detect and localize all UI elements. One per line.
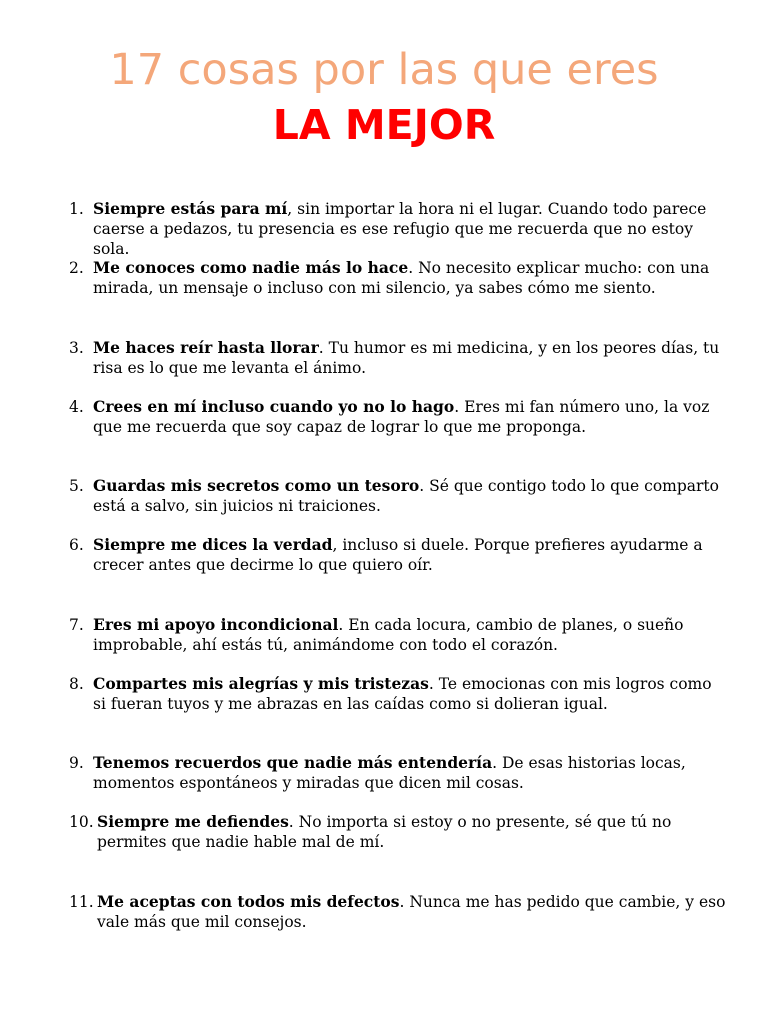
item-bold: Siempre me defiendes bbox=[97, 812, 289, 831]
item-bold: Me conoces como nadie más lo hace bbox=[93, 258, 409, 277]
item-number: 2. bbox=[69, 259, 84, 277]
list-item bbox=[69, 615, 729, 655]
item-number: 4. bbox=[69, 398, 84, 416]
item-number: 10. bbox=[69, 813, 94, 831]
list-item bbox=[69, 812, 729, 852]
item-bold: Eres mi apoyo incondicional bbox=[93, 615, 339, 634]
item-rest: , sin importar la hora ni el lugar. Cuando todo parece caerse a pedazos, tu presencia es ese refugio que me recuerda que no estoy sola. bbox=[93, 200, 707, 258]
item-bold: Me haces reír hasta llorar bbox=[93, 338, 319, 357]
list-item bbox=[69, 476, 729, 516]
title-line-2: LA MEJOR bbox=[272, 101, 496, 149]
list-item bbox=[69, 338, 729, 378]
list-item bbox=[69, 397, 729, 437]
item-number: 8. bbox=[69, 675, 84, 693]
item-text bbox=[93, 397, 729, 437]
item-rest: . En cada locura, cambio de planes, o sueño improbable, ahí estás tú, animándome con todo el corazón. bbox=[93, 616, 684, 654]
item-number: 5. bbox=[69, 477, 84, 495]
item-text bbox=[93, 476, 729, 516]
item-text bbox=[93, 338, 729, 378]
item-number: 11. bbox=[69, 893, 94, 911]
item-bold: Crees en mí incluso cuando yo no lo hago bbox=[93, 397, 455, 416]
item-text bbox=[97, 892, 729, 932]
item-number: 6. bbox=[69, 536, 84, 554]
item-text bbox=[93, 674, 729, 714]
item-text bbox=[93, 615, 729, 655]
item-rest: . No importa si estoy o no presente, sé que tú no permites que nadie hable mal de mí. bbox=[97, 813, 672, 851]
item-rest: . Te emocionas con mis logros como si fueran tuyos y me abrazas en las caídas como si dolieran igual. bbox=[93, 675, 712, 713]
list-item bbox=[69, 892, 729, 932]
item-text bbox=[93, 199, 729, 259]
list-item bbox=[69, 535, 729, 575]
list-item bbox=[69, 199, 729, 259]
item-bold: Siempre estás para mí bbox=[93, 199, 288, 218]
list-item bbox=[69, 258, 729, 298]
item-text bbox=[93, 535, 729, 575]
item-bold: Tenemos recuerdos que nadie más entendería bbox=[93, 753, 493, 772]
item-rest: . Nunca me has pedido que cambie, y eso vale más que mil consejos. bbox=[97, 893, 726, 931]
item-rest: . De esas historias locas, momentos espontáneos y miradas que dicen mil cosas. bbox=[93, 754, 686, 792]
item-bold: Me aceptas con todos mis defectos bbox=[97, 892, 400, 911]
item-number: 7. bbox=[69, 616, 84, 634]
item-number: 1. bbox=[69, 200, 84, 218]
list-item bbox=[69, 674, 729, 714]
list-item bbox=[69, 753, 729, 793]
item-number: 9. bbox=[69, 754, 84, 772]
item-rest: , incluso si duele. Porque prefieres ayudarme a crecer antes que decirme lo que quiero oír. bbox=[93, 536, 703, 574]
item-bold: Compartes mis alegrías y mis tristezas bbox=[93, 674, 429, 693]
item-bold: Guardas mis secretos como un tesoro bbox=[93, 476, 420, 495]
item-text bbox=[93, 753, 729, 793]
title-line-1: 17 cosas por las que eres bbox=[109, 45, 659, 95]
item-rest: . Tu humor es mi medicina, y en los peores días, tu risa es lo que me levanta el ánimo. bbox=[93, 339, 720, 377]
item-bold: Siempre me dices la verdad bbox=[93, 535, 333, 554]
item-rest: . No necesito explicar mucho: con una mirada, un mensaje o incluso con mi silencio, ya sabes cómo me siento. bbox=[93, 259, 710, 297]
item-rest: . Sé que contigo todo lo que comparto está a salvo, sin juicios ni traiciones. bbox=[93, 477, 719, 515]
item-text bbox=[93, 258, 729, 298]
item-rest: . Eres mi fan número uno, la voz que me recuerda que soy capaz de lograr lo que me proponga. bbox=[93, 398, 710, 436]
item-text bbox=[97, 812, 729, 852]
item-number: 3. bbox=[69, 339, 84, 357]
